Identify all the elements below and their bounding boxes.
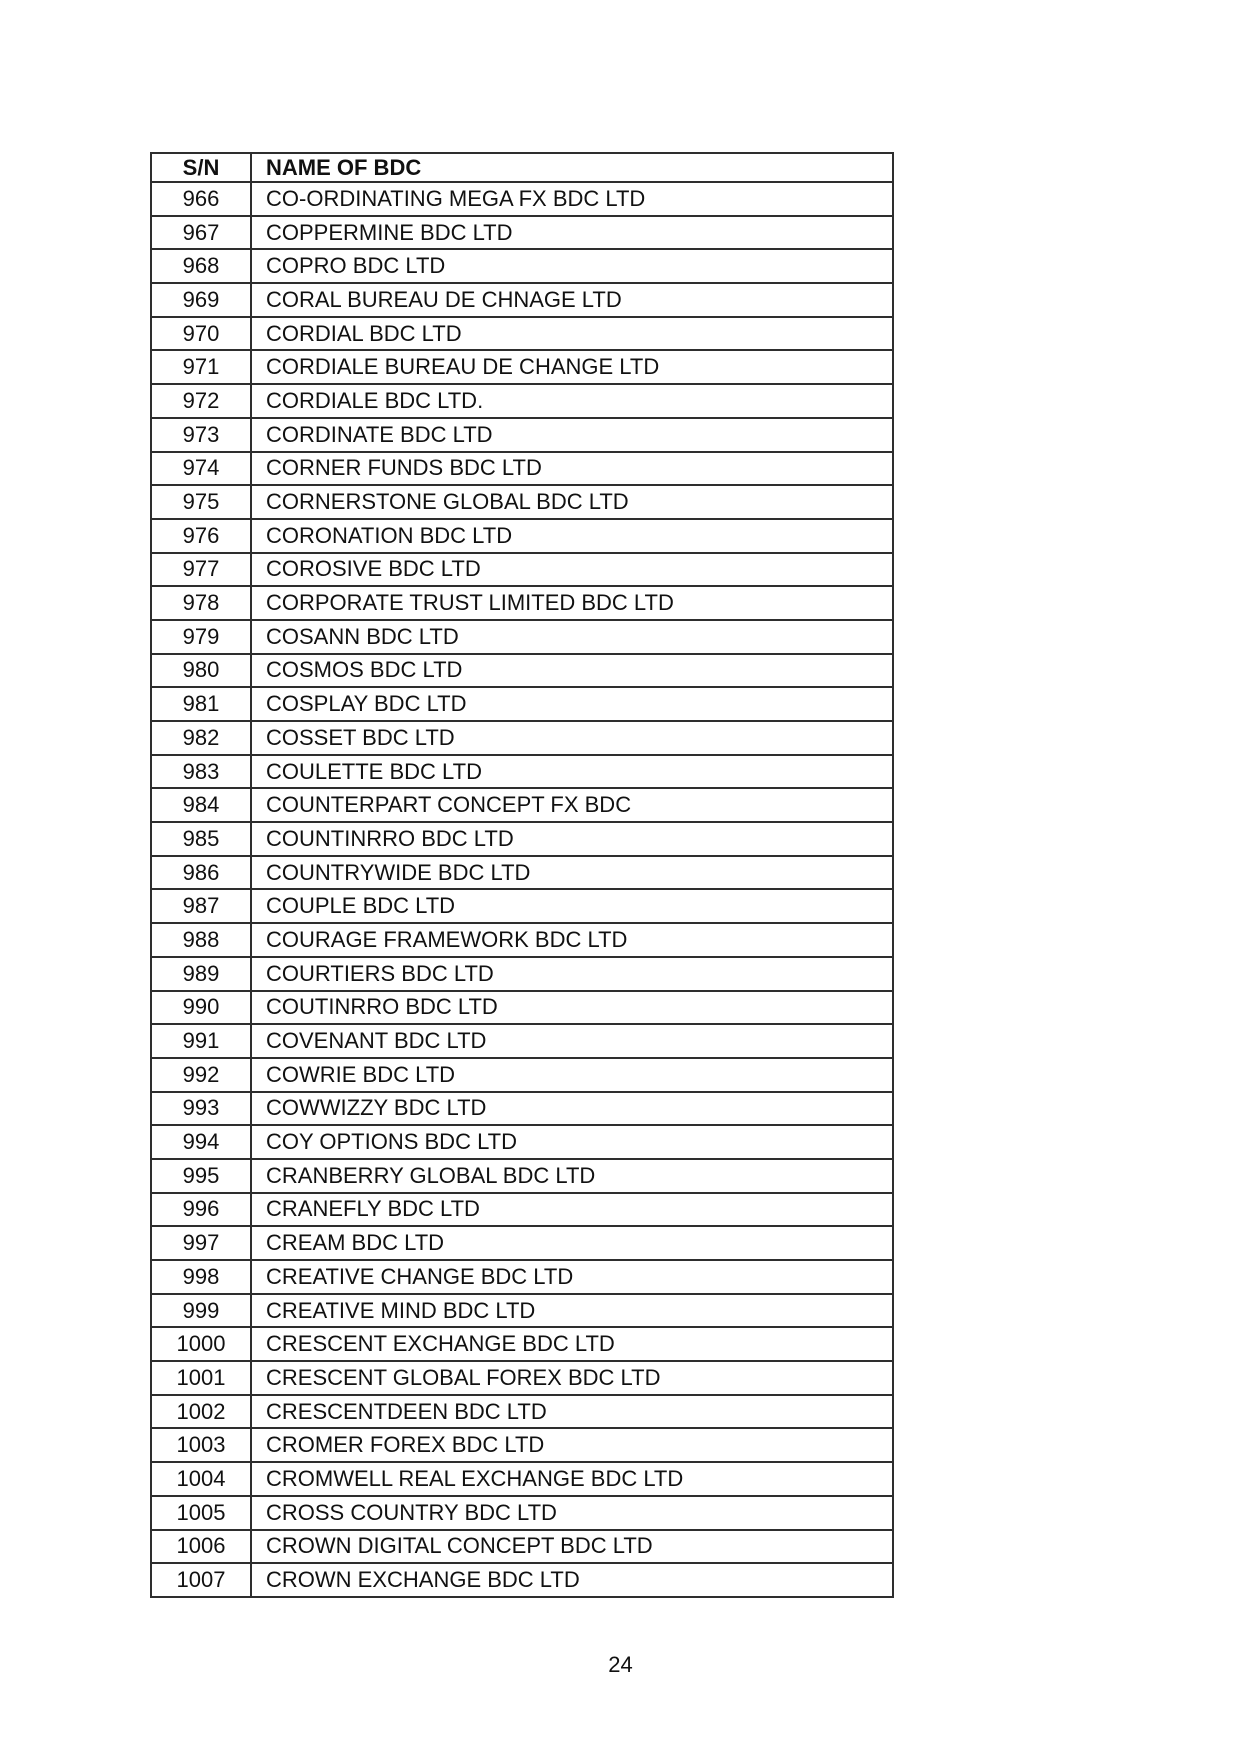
bdc-name-cell: CREATIVE MIND BDC LTD <box>251 1294 893 1328</box>
bdc-name-cell: CO-ORDINATING MEGA FX BDC LTD <box>251 182 893 216</box>
bdc-table <box>150 152 894 1598</box>
serial-number-cell: 1007 <box>151 1563 251 1597</box>
serial-number-cell: 977 <box>151 553 251 587</box>
table-row <box>151 553 893 587</box>
table-row <box>151 957 893 991</box>
serial-number-cell: 1001 <box>151 1361 251 1395</box>
bdc-name-cell: CORDIALE BUREAU DE CHANGE LTD <box>251 350 893 384</box>
table-row <box>151 283 893 317</box>
serial-number-cell: 987 <box>151 889 251 923</box>
bdc-name-cell: CROMWELL REAL EXCHANGE BDC LTD <box>251 1462 893 1496</box>
serial-number-cell: 969 <box>151 283 251 317</box>
bdc-name-cell: CROSS COUNTRY BDC LTD <box>251 1496 893 1530</box>
serial-number-cell: 973 <box>151 418 251 452</box>
serial-number-cell: 994 <box>151 1125 251 1159</box>
bdc-name-cell: CORONATION BDC LTD <box>251 519 893 553</box>
serial-number-cell: 983 <box>151 755 251 789</box>
serial-number-cell: 1003 <box>151 1428 251 1462</box>
table-row <box>151 1496 893 1530</box>
serial-number-cell: 1005 <box>151 1496 251 1530</box>
bdc-name-cell: CREAM BDC LTD <box>251 1226 893 1260</box>
table-row <box>151 1125 893 1159</box>
serial-number-cell: 980 <box>151 654 251 688</box>
bdc-name-cell: COUTINRRO BDC LTD <box>251 991 893 1025</box>
table-row <box>151 350 893 384</box>
bdc-name-cell: COPRO BDC LTD <box>251 249 893 283</box>
bdc-name-cell: CORAL BUREAU DE CHNAGE LTD <box>251 283 893 317</box>
table-row <box>151 384 893 418</box>
serial-number-cell: 995 <box>151 1159 251 1193</box>
table-row <box>151 1428 893 1462</box>
table-row <box>151 1294 893 1328</box>
table-row <box>151 788 893 822</box>
serial-number-cell: 1004 <box>151 1462 251 1496</box>
table-row <box>151 1092 893 1126</box>
bdc-name-cell: COWRIE BDC LTD <box>251 1058 893 1092</box>
table-row <box>151 1058 893 1092</box>
serial-number-cell: 982 <box>151 721 251 755</box>
bdc-name-cell: COULETTE BDC LTD <box>251 755 893 789</box>
table-row <box>151 1361 893 1395</box>
table-row <box>151 687 893 721</box>
table-body <box>151 182 893 1597</box>
serial-number-cell: 968 <box>151 249 251 283</box>
table-row <box>151 452 893 486</box>
serial-number-cell: 978 <box>151 586 251 620</box>
column-header-sn: S/N <box>151 153 251 182</box>
bdc-name-cell: CORDIALE BDC LTD. <box>251 384 893 418</box>
bdc-name-cell: COPPERMINE BDC LTD <box>251 216 893 250</box>
serial-number-cell: 999 <box>151 1294 251 1328</box>
bdc-name-cell: COSANN BDC LTD <box>251 620 893 654</box>
bdc-name-cell: CORDIAL BDC LTD <box>251 317 893 351</box>
table-row <box>151 1159 893 1193</box>
table-row <box>151 249 893 283</box>
bdc-name-cell: COROSIVE BDC LTD <box>251 553 893 587</box>
bdc-name-cell: CORDINATE BDC LTD <box>251 418 893 452</box>
serial-number-cell: 976 <box>151 519 251 553</box>
bdc-name-cell: COURTIERS BDC LTD <box>251 957 893 991</box>
table-row <box>151 1530 893 1564</box>
bdc-name-cell: CRESCENT EXCHANGE BDC LTD <box>251 1327 893 1361</box>
bdc-name-cell: COUNTERPART CONCEPT FX BDC <box>251 788 893 822</box>
serial-number-cell: 996 <box>151 1193 251 1227</box>
serial-number-cell: 985 <box>151 822 251 856</box>
table-row <box>151 418 893 452</box>
bdc-name-cell: COY OPTIONS BDC LTD <box>251 1125 893 1159</box>
serial-number-cell: 998 <box>151 1260 251 1294</box>
bdc-name-cell: CROMER FOREX BDC LTD <box>251 1428 893 1462</box>
bdc-name-cell: CREATIVE CHANGE BDC LTD <box>251 1260 893 1294</box>
serial-number-cell: 967 <box>151 216 251 250</box>
serial-number-cell: 1006 <box>151 1530 251 1564</box>
table-row <box>151 654 893 688</box>
table-row <box>151 822 893 856</box>
bdc-name-cell: CORPORATE TRUST LIMITED BDC LTD <box>251 586 893 620</box>
table-header-row <box>151 153 893 182</box>
bdc-name-cell: CROWN DIGITAL CONCEPT BDC LTD <box>251 1530 893 1564</box>
bdc-name-cell: CRESCENTDEEN BDC LTD <box>251 1395 893 1429</box>
serial-number-cell: 997 <box>151 1226 251 1260</box>
bdc-name-cell: COSPLAY BDC LTD <box>251 687 893 721</box>
bdc-name-cell: COURAGE FRAMEWORK BDC LTD <box>251 923 893 957</box>
table-row <box>151 485 893 519</box>
serial-number-cell: 984 <box>151 788 251 822</box>
serial-number-cell: 990 <box>151 991 251 1025</box>
bdc-name-cell: COWWIZZY BDC LTD <box>251 1092 893 1126</box>
table-row <box>151 586 893 620</box>
serial-number-cell: 981 <box>151 687 251 721</box>
bdc-name-cell: CRANEFLY BDC LTD <box>251 1193 893 1227</box>
table-row <box>151 1193 893 1227</box>
bdc-name-cell: COVENANT BDC LTD <box>251 1024 893 1058</box>
table-row <box>151 923 893 957</box>
serial-number-cell: 992 <box>151 1058 251 1092</box>
table-row <box>151 1226 893 1260</box>
table-row <box>151 182 893 216</box>
serial-number-cell: 979 <box>151 620 251 654</box>
serial-number-cell: 989 <box>151 957 251 991</box>
serial-number-cell: 975 <box>151 485 251 519</box>
page-number: 24 <box>608 1652 633 1677</box>
serial-number-cell: 966 <box>151 182 251 216</box>
serial-number-cell: 986 <box>151 856 251 890</box>
table-row <box>151 889 893 923</box>
bdc-name-cell: COUNTRYWIDE BDC LTD <box>251 856 893 890</box>
table-row <box>151 519 893 553</box>
table-row <box>151 1260 893 1294</box>
column-header-name: NAME OF BDC <box>251 153 893 182</box>
table-row <box>151 1563 893 1597</box>
table-row <box>151 991 893 1025</box>
serial-number-cell: 993 <box>151 1092 251 1126</box>
table-row <box>151 1327 893 1361</box>
bdc-name-cell: COSSET BDC LTD <box>251 721 893 755</box>
table-row <box>151 216 893 250</box>
bdc-name-cell: CORNERSTONE GLOBAL BDC LTD <box>251 485 893 519</box>
table-row <box>151 1395 893 1429</box>
table-row <box>151 620 893 654</box>
serial-number-cell: 970 <box>151 317 251 351</box>
serial-number-cell: 1000 <box>151 1327 251 1361</box>
serial-number-cell: 974 <box>151 452 251 486</box>
table-row <box>151 317 893 351</box>
bdc-name-cell: CRANBERRY GLOBAL BDC LTD <box>251 1159 893 1193</box>
bdc-name-cell: CRESCENT GLOBAL FOREX BDC LTD <box>251 1361 893 1395</box>
table-row <box>151 755 893 789</box>
bdc-name-cell: CROWN EXCHANGE BDC LTD <box>251 1563 893 1597</box>
serial-number-cell: 972 <box>151 384 251 418</box>
serial-number-cell: 1002 <box>151 1395 251 1429</box>
table-row <box>151 1462 893 1496</box>
table-row <box>151 721 893 755</box>
bdc-name-cell: COUNTINRRO BDC LTD <box>251 822 893 856</box>
bdc-name-cell: CORNER FUNDS BDC LTD <box>251 452 893 486</box>
table-row <box>151 1024 893 1058</box>
serial-number-cell: 991 <box>151 1024 251 1058</box>
table-row <box>151 856 893 890</box>
serial-number-cell: 971 <box>151 350 251 384</box>
bdc-name-cell: COSMOS BDC LTD <box>251 654 893 688</box>
serial-number-cell: 988 <box>151 923 251 957</box>
bdc-name-cell: COUPLE BDC LTD <box>251 889 893 923</box>
